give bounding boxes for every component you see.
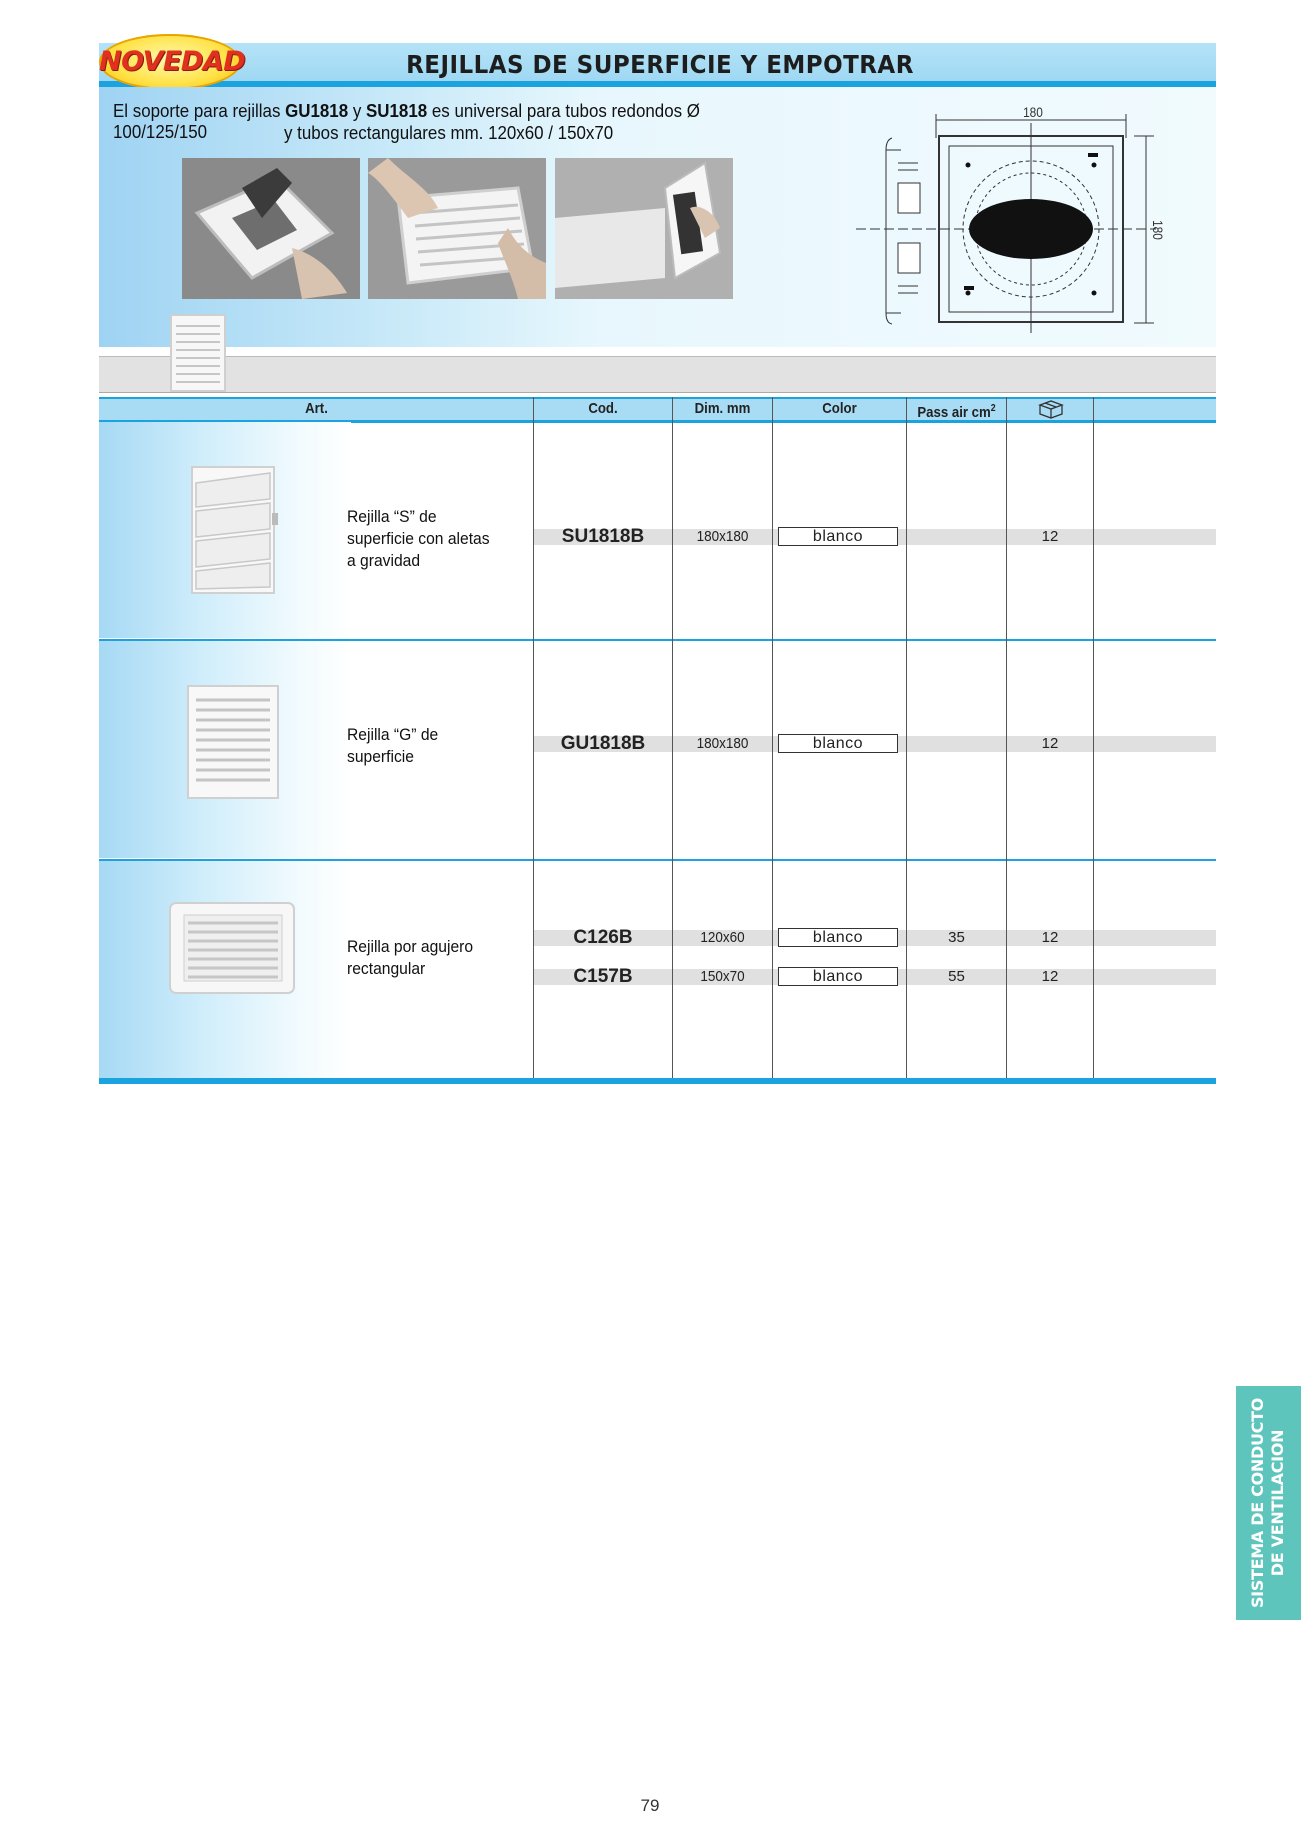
section-side-tab-label: SISTEMA DE CONDUCTO DE VENTILACION [1248, 1397, 1288, 1609]
grille-thumbnail [170, 314, 226, 392]
section-band [99, 356, 1216, 393]
installation-photo-3 [555, 158, 733, 299]
row-3-item-2-qty: 12 [1041, 968, 1059, 985]
row-3-item-1-qty: 12 [1041, 929, 1059, 946]
row-1-item-1-code: SU1818B [561, 526, 645, 547]
product-image-gu1818b [184, 682, 282, 802]
col-header-art: Art. [305, 400, 328, 417]
novedad-badge-text: NOVEDAD [99, 46, 246, 77]
column-divider [772, 397, 773, 1078]
row-3-item-2-pass-air: 55 [948, 968, 965, 985]
row-3-item-1-code: C126B [573, 927, 633, 948]
technical-drawing [856, 108, 1156, 336]
row-2-item-1-dim: 180x180 [696, 735, 749, 752]
row-separator [99, 639, 1216, 641]
row-separator [99, 859, 1216, 861]
package-box-icon [1036, 398, 1066, 420]
col-header-cod: Cod. [588, 400, 618, 417]
row-3-item-1-color: blanco [778, 928, 898, 947]
product-image-su1818b [188, 463, 280, 597]
col-header-dim: Dim. mm [694, 400, 751, 417]
row-1-item-1-dim: 180x180 [696, 528, 749, 545]
col-header-pass-air: Pass air $cm^2$ [917, 403, 996, 421]
row-3-item-1-dim: 120x60 [700, 929, 745, 946]
intro-text-line-1: El soporte para rejillas GU1818 y SU1818 es universal para tubos redondos Ø 100/125/150 [113, 101, 700, 142]
installation-photo-1 [182, 158, 360, 299]
row-2-item-1-code: GU1818B [560, 733, 646, 754]
row-3-item-2-dim: 150x70 [700, 968, 745, 985]
intro-text-line-2: y tubos rectangulares mm. 120x60 / 150x70 [284, 123, 614, 143]
diagram-width-label: 180 [1023, 104, 1043, 120]
product-image-c126b [166, 897, 298, 999]
row-2-description: Rejilla “G” de superficie [347, 725, 439, 766]
diagram-height-label: 180 [1150, 220, 1166, 240]
row-3-item-2-color: blanco [778, 967, 898, 986]
row-2-item-1-color: blanco [778, 734, 898, 753]
page-title: REJILLAS DE SUPERFICIE Y EMPOTRAR [406, 50, 914, 79]
row-3-item-2-code: C157B [573, 966, 633, 987]
row-2-item-1-qty: 12 [1041, 735, 1059, 752]
row-1-description: Rejilla “S” de superficie con aletas a gravidad [347, 507, 490, 570]
row-3-item-1-pass-air: 35 [948, 929, 965, 946]
col-header-color: Color [822, 400, 857, 417]
row-1-item-1-qty: 12 [1041, 528, 1059, 545]
installation-photo-2 [368, 158, 546, 299]
row-3-description: Rejilla por agujero rectangular [347, 937, 474, 978]
column-divider [672, 397, 673, 1078]
page-number: 79 [640, 1796, 660, 1815]
row-1-item-1-color: blanco [778, 527, 898, 546]
column-divider [1093, 397, 1094, 1078]
